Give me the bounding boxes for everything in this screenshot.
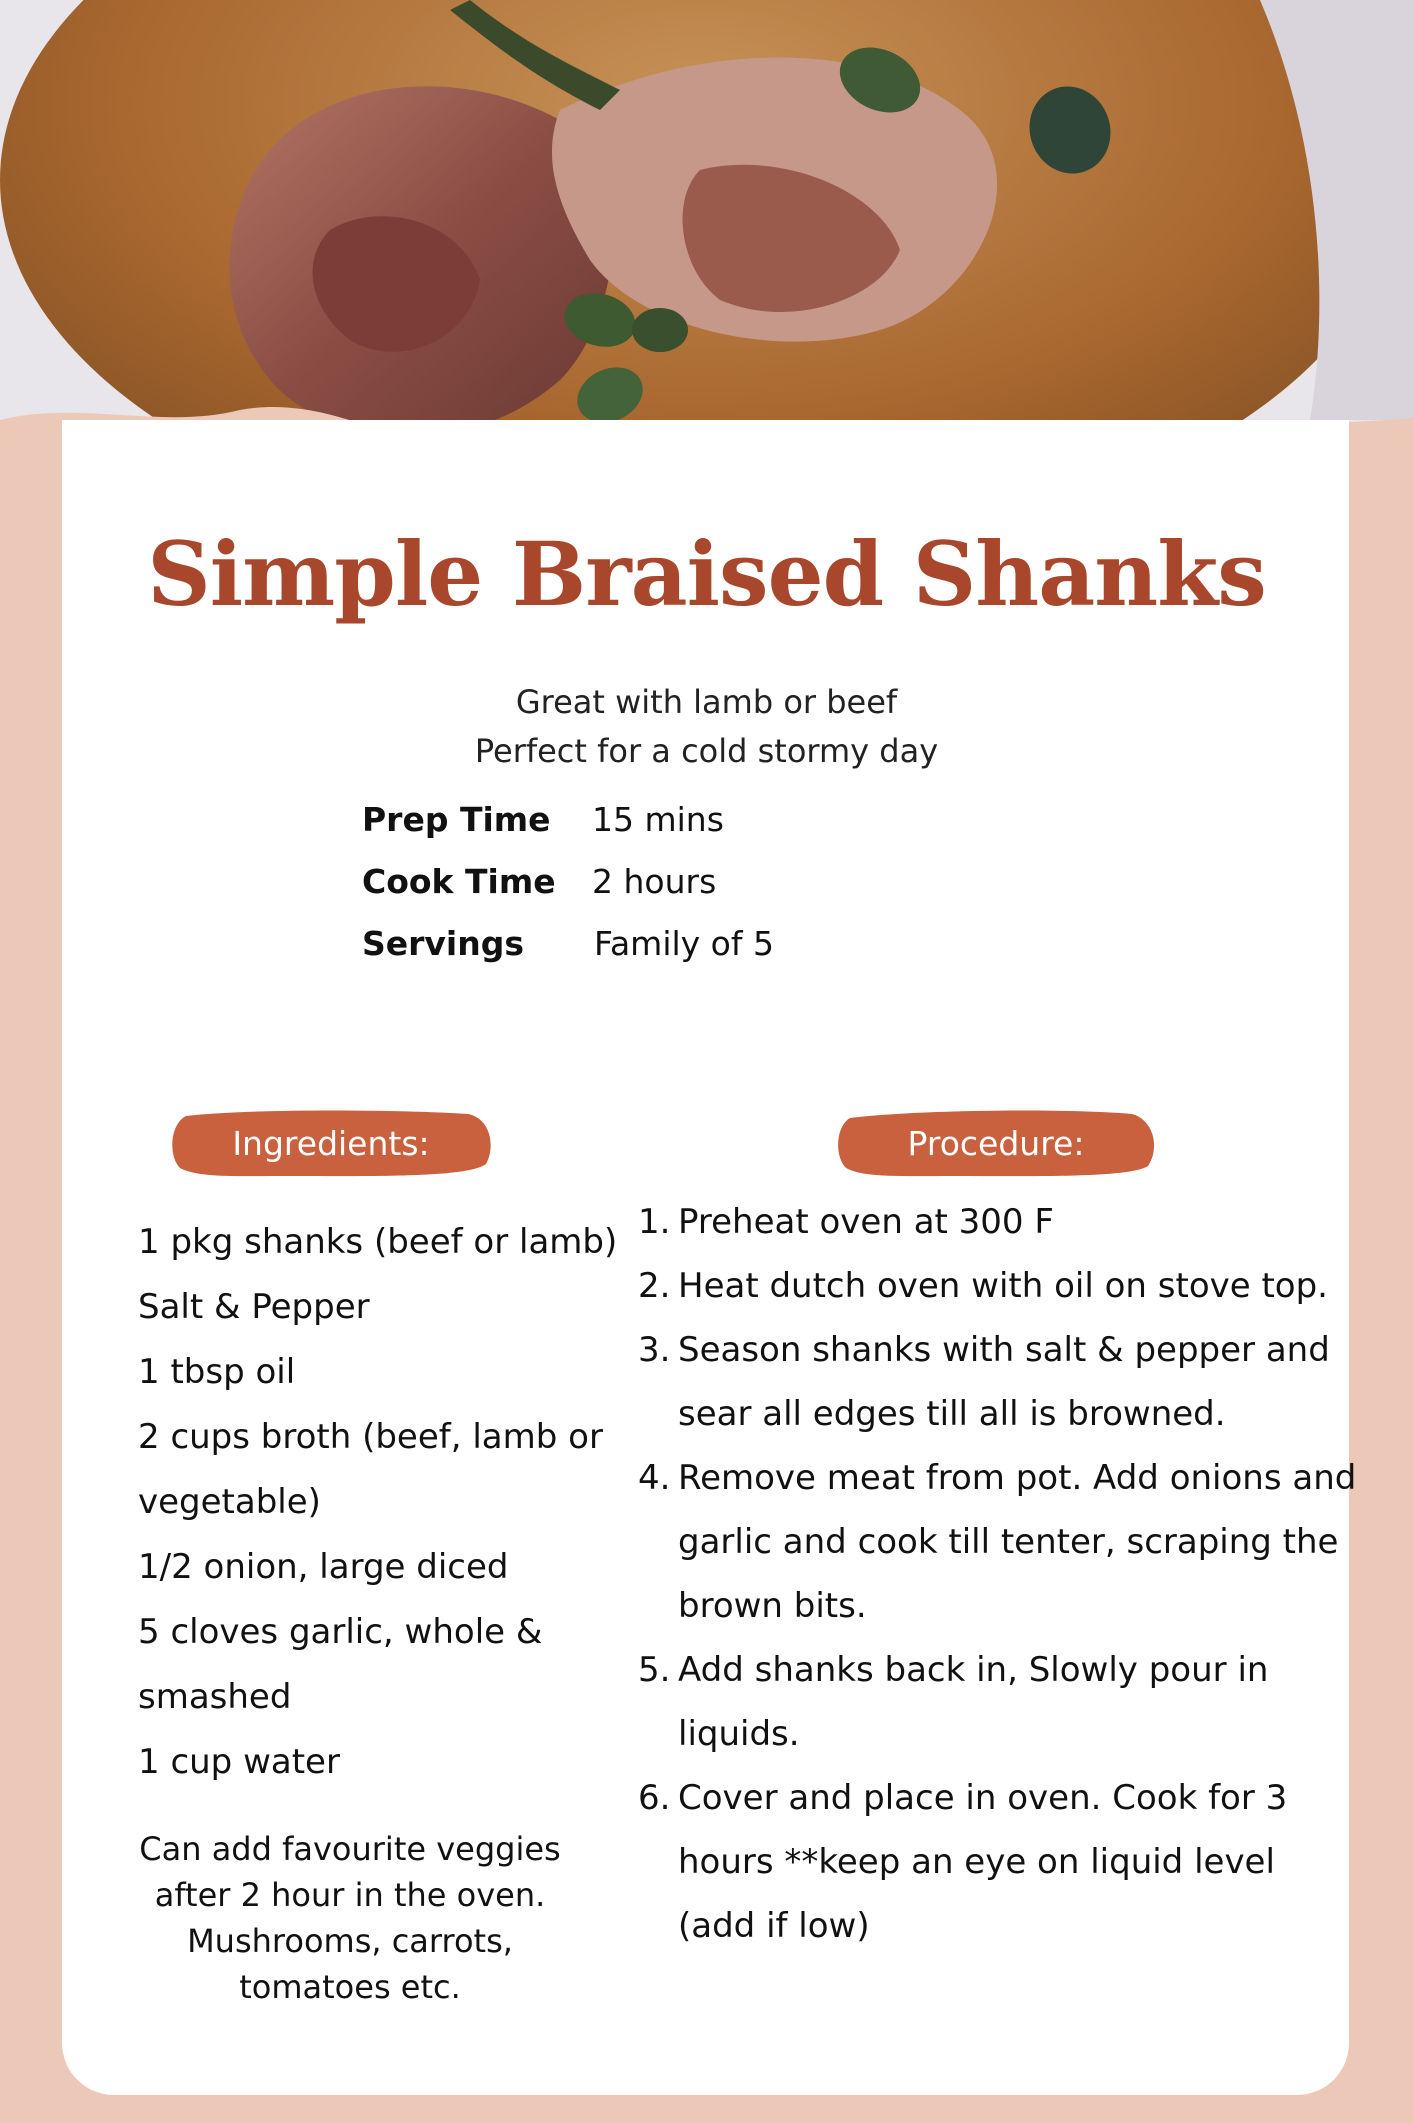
ingredient-item: 1/2 onion, large diced xyxy=(138,1547,509,1587)
ingredients-list xyxy=(138,1210,638,1795)
step-number: 6. xyxy=(638,1778,671,1818)
ingredient-item: Salt & Pepper xyxy=(138,1287,370,1327)
step-text: Season shanks with salt & pepper and sear all edges till all is browned. xyxy=(678,1330,1330,1434)
ingredients-note xyxy=(120,1826,580,2010)
step-text: Remove meat from pot. Add onions and garlic and cook till tenter, scraping the brown bits. xyxy=(678,1458,1357,1626)
step-text: Preheat oven at 300 F xyxy=(678,1202,1054,1242)
procedure-step xyxy=(640,1318,1360,1446)
meta-label: Cook Time xyxy=(362,862,556,901)
step-number: 3. xyxy=(638,1330,671,1370)
procedure-heading xyxy=(834,1106,1158,1180)
note-examples: Mushrooms, carrots, tomatoes etc. xyxy=(187,1922,513,2006)
procedure-step xyxy=(640,1638,1360,1766)
ingredient-item: 5 cloves garlic, whole & xyxy=(138,1612,543,1652)
step-number: 1. xyxy=(638,1202,671,1242)
procedure-list xyxy=(640,1190,1360,1958)
step-text: Cover and place in oven. Cook for 3 hours **keep an eye on liquid level (add if low) xyxy=(678,1778,1288,1946)
ingredient-item: 1 pkg shanks (beef or lamb) xyxy=(138,1222,618,1262)
step-number: 4. xyxy=(638,1458,671,1498)
ingredients-heading xyxy=(168,1106,494,1180)
meta-label: Prep Time xyxy=(362,800,551,839)
subtitle-2: Perfect for a cold stormy day xyxy=(474,732,939,770)
ingredient-item: vegetable) xyxy=(138,1482,321,1522)
ingredient-item: 1 cup water xyxy=(138,1742,340,1782)
meta-label: Servings xyxy=(362,924,525,963)
step-text: Add shanks back in, Slowly pour in liquids. xyxy=(678,1650,1269,1754)
procedure-step xyxy=(640,1254,1360,1318)
note-veggies: Can add favourite veggies after 2 hour in the oven. xyxy=(139,1830,561,1914)
ingredient-item: smashed xyxy=(138,1677,292,1717)
procedure-step xyxy=(640,1766,1360,1958)
step-number: 5. xyxy=(638,1650,671,1690)
procedure-step xyxy=(640,1446,1360,1638)
subtitle-1: Great with lamb or beef xyxy=(515,683,898,721)
ingredients-heading-label: Ingredients: xyxy=(232,1123,430,1163)
meta-value: 2 hours xyxy=(592,862,717,901)
ingredient-item: 1 tbsp oil xyxy=(138,1352,296,1392)
meta-value: Family of 5 xyxy=(594,924,774,963)
meta-value: 15 mins xyxy=(592,800,724,839)
step-text: Heat dutch oven with oil on stove top. xyxy=(678,1266,1328,1306)
step-number: 2. xyxy=(638,1266,671,1306)
procedure-step xyxy=(640,1190,1360,1254)
ingredient-item: 2 cups broth (beef, lamb or xyxy=(138,1417,603,1457)
procedure-heading-label: Procedure: xyxy=(907,1123,1085,1163)
recipe-title: Simple Braised Shanks xyxy=(147,522,1266,626)
